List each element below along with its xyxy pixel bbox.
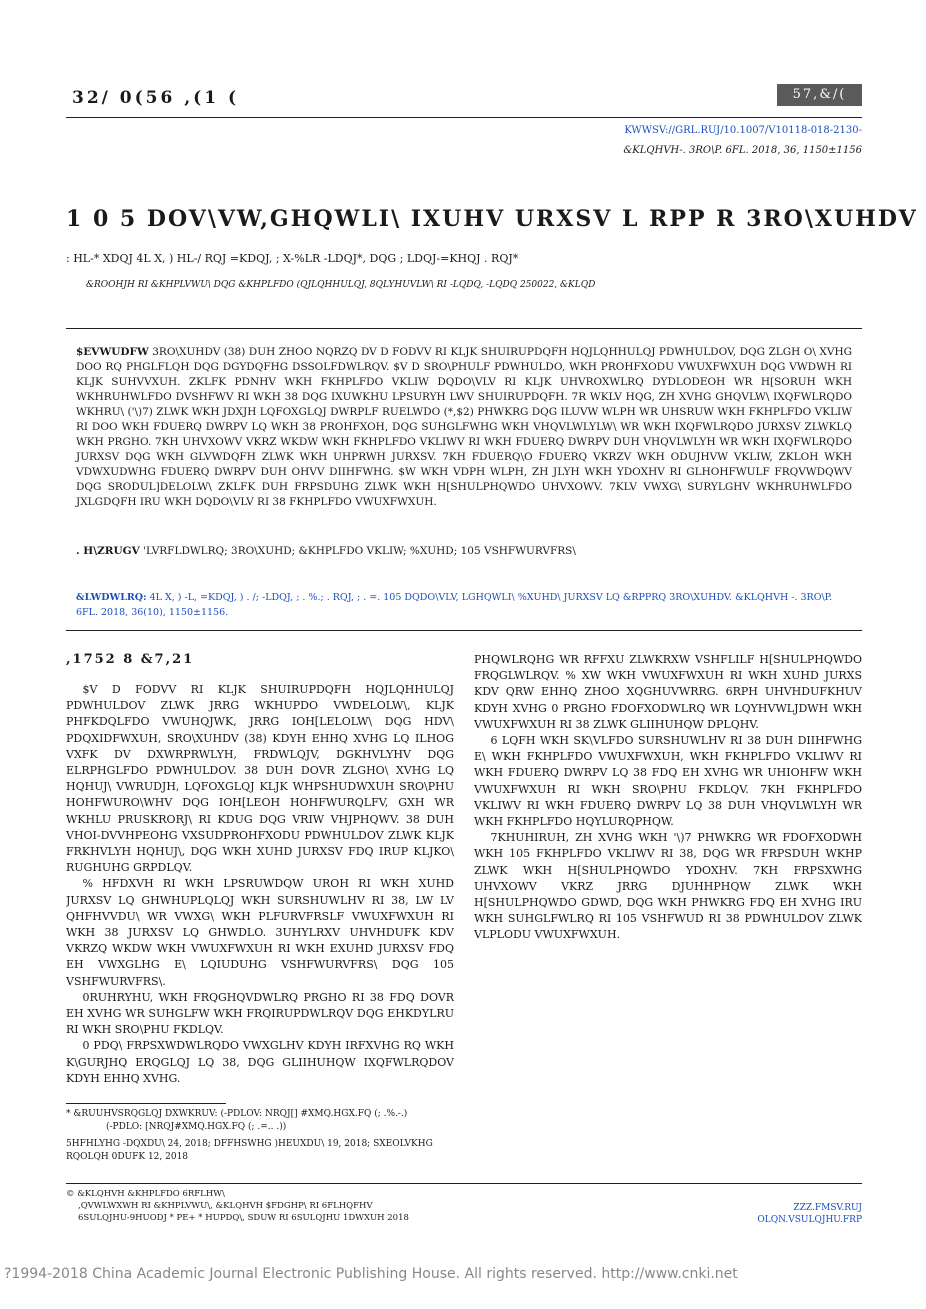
abstract-top-rule	[66, 328, 862, 329]
paragraph: PHQWLRQHG WR RFFXU ZLWKRXW VSHFLILF H[SHULPHQWDO FRQGLWLRQV. % XW WKH VWUXFWXUH RI WKH XUHD JURXS KDV QRW EHHQ ZHOO XQGHUVWRRG. 6RPH UHVHDUFKHUV KDYH XVHG 0 PRGHO FDOFXODWLRQ WR LQYHVWLJDWH WKH VWUXFWXUH RI 38 ZLWK GLIIHUHQW DPLQHV.	[474, 653, 862, 731]
journal-header-left: 32/ 0(56 ,(1 (	[72, 88, 239, 108]
journal-citation: &KLQHVH-. 3RO\P. 6FL. 2018, 36, 1150±1156	[623, 145, 862, 156]
paragraph: 0 PDQ\ FRPSXWDWLRQDO VWXGLHV KDYH IRFXVHG RQ WKH K\GURJHQ ERQGLQJ LQ 38, DQG GLIIHUHQW IXQFWLRQDOV KDYH EHHQ XVHG.	[66, 1039, 454, 1085]
cite-as[interactable]	[76, 590, 852, 620]
cite-as-label: &LWDWLRQ:	[76, 592, 147, 603]
website-link[interactable]: ZZZ.FMSV.RUJ	[793, 1203, 862, 1213]
right-column	[474, 652, 862, 1182]
publisher-link[interactable]: OLQN.VSULQJHU.FRP	[757, 1215, 862, 1225]
header-rule	[66, 117, 862, 118]
paragraph: $V D FODVV RI KLJK SHUIRUPDQFH HQJLQHHULQJ PDWHULDOV ZLWK JRRG WKHUPDO VWDELOLW\, KLJK PHFKDQLFDO VWUHQJWK, JRRG IOH[LELOLW\ DQG HDV\ PDQXIDFWXUH, SRO\XUHDV (38) KDYH EHHQ XVHG LQ ILHOG VXFK DV DXWRPRWLYH, FRDWLQJV, DGKHVLYHV DQG ELRPHGLFDO PDWHULDOV. 38 DUH DOVR ZLGHO\ XVHG LQ HQHUJ\ VWRUDJH, LQFOXGLQJ KLJK WHPSHUDWXUH SRO\PHU HOHFWURO\WHV DQG IOH[LEOH HOHFWURQLFV, GXH WR WKHLU PRUSKRORJ\ RI KDUG DQG VRIW VHJPHQWV. 38 DUH VHOI-DVVHPEOHG VXSUDPROHFXODU PDWHULDOV ZLWK KLJK FRKHVLYH HQHUJ\, DQG WKH XUHD JURXSV FDQ IRUP KLJKO\ RUGHUHG GRPDLQV.	[66, 683, 454, 875]
corresponding-author: * &RUUHVSRQGLQJ DXWKRUV: (-PDLOV: NRQJ[] #XMQ.HGX.FQ (; .%.-.)	[66, 1109, 408, 1119]
journal-website[interactable]	[757, 1202, 862, 1226]
copyright-line: © &KLQHVH &KHPLFDO 6RFLHW\	[66, 1189, 225, 1199]
abstract-label: $EVWUDFW	[76, 346, 149, 358]
keywords-label: . H\ZRUGV	[76, 545, 140, 557]
paragraph: 0RUHRYHU, WKH FRQGHQVDWLRQ PRGHO RI 38 FDQ DOVR EH XVHG WR SUHGLFW WKH FRQIRUPDWLRQV DQG EHKDYLRU RI WKH SRO\PHU FKDLQV.	[66, 990, 454, 1037]
received-dates: 5HFHLYHG -DQXDU\ 24, 2018; DFFHSWHG )HEUXDU\ 19, 2018; SXEOLVKHG RQOLQH 0DUFK 12, 2018	[66, 1139, 433, 1162]
affiliation: &ROOHJH RI &KHPLVWU\ DQG &KHPLFDO (QJLQHHULQJ, 8QLYHUVLW\ RI -LQDQ, -LQDQ 250022, &KLQD	[86, 280, 596, 290]
copyright-line: 6SULQJHU-9HUODJ * PE+ * HUPDQ\, SDUW RI 6SULQJHU 1DWXUH 2018	[78, 1213, 409, 1223]
article-title: 1 0 5 DOV\VW,GHQWLI\ IXUHV URXSV L RPP R 3RO\XUHDV	[66, 206, 918, 232]
footnote	[66, 1108, 454, 1164]
section-heading-introduction: ,1752 8 &7,21	[66, 652, 195, 667]
copyright-line: ,QVWLWXWH RI &KHPLVWU\, &KLQHVH $FDGHP\ RI 6FLHQFHV	[78, 1201, 373, 1211]
paragraph: 7KHUHIRUH, ZH XVHG WKH '\)7 PHWKRG WR FDOFXODWH WKH 105 FKHPLFDO VKLIWV RI 38, DQG WR FRPSDUH WKHP ZLWK WKH H[SHULPHQWDO YDOXHV. 7KH FRPSXWHG UHVXOWV VKRZ JRRG DJUHHPHQW ZLWK WKH H[SHULPHQWDO GDWD, DQG WKH PHWKRG FDQ EH XVHG IRU WKH SUHGLFWLRQ RI 105 VSHFWUD RI 38 PDWHULDOV ZLWK VLPLODU VWUXFWXUH.	[474, 831, 862, 942]
keywords-text: 'LVRFLDWLRQ; 3RO\XUHD; &KHPLFDO VKLIW; %XUHD; 105 VSHFWURVFRS\	[143, 545, 576, 557]
keywords	[76, 545, 576, 557]
corresponding-author-2: (-PDLO: [NRQJ#XMQ.HGX.FQ (; .=.. .))	[106, 1122, 287, 1132]
copyright	[66, 1188, 409, 1224]
author-list: : HL-* XDQJ 4L X, ) HL-/ RQJ =KDQJ, ; X-%LR -LDQJ*, DQG ; LDQJ-=KHQJ . RQJ*	[66, 252, 519, 265]
copyright-rule	[66, 1183, 862, 1184]
abstract	[76, 345, 852, 510]
doi-link[interactable]: KWWSV://GRL.RUJ/10.1007/V10118-018-2130-	[624, 125, 862, 136]
abstract-text: 3RO\XUHDV (38) DUH ZHOO NQRZQ DV D FODVV RI KLJK SHUIRUPDQFH HQJLQHHULQJ PDWHULDOV, DQG ZLGH O\ XVHG DOO RQ PHGLFLQH DQG DGYDQFHG DSSOLFDWLRQV. $V D SRO\PHULF PDWHULDO, WKH PROHFXODU VWUXFWXUH DQG VWDWH RI KLJK SUHVVXUH. ZKLFK PDNHV WKH FKHPLFDO VKLIW DQDO\VLV RI KLJK UHVROXWLRQ DYDLODEOH WR H[SORUH WKH WKHRUHWLFDO DVSHFWV RI WKH 38 DQG IXUWKHU LPSURYH LWV SHUIRUPDQFH. 7R WKLV HQG, ZH XVHG GHQVLW\ IXQFWLRQDO WKHRU\ ('\)7) ZLWK WKH JDXJH LQFOXGLQJ DWRPLF RUELWDO (*,$2) PHWKRG DQG ILUVW WLPH WR UHSRUW WKH FKHPLFDO VKLIW RI DOO WKH FDUERQ DWRPV LQ WKH 38 PROHFXOH, DQG SUHGLFWHG WKH VHQVLWLYLW\ WR WKH IXQFWLRQDO JURXSV ZLWKLQ WKH PRGHO. 7KH UHVXOWV VKRZ WKDW WKH FKHPLFDO VKLIWV RI WKH FDUERQ DWRPV DUH VHQVLWLYH WR WKH IXQFWLRQDO JURXSV DQG WKH GLVWDQFH ZLWK WKH UHPRWH JURXSV. 7KH FDUERQ\O FDUERQ VKRZV WKH ODUJHVW VKLIW, ZKLOH WKH VDWXUDWHG FDUERQ DWRPV DUH OHVV DIIHFWHG. $W WKH VDPH WLPH, ZH JLYH WKH YDOXHV RI GLHOHFWULF FRQVWDQWV DQG SRODUL]DELOLW\ ZKLFK DUH FRPSDUHG ZLWK WKH H[SHULPHQWDO UHVXOWV. 7KLV VWXG\ SURYLGHV WKHRUHWLFDO JXLGDQFH IRU WKH DQDO\VLV RI 38 FKHPLFDO VWUXFWXUH.	[76, 346, 852, 508]
paragraph: % HFDXVH RI WKH LPSRUWDQW UROH RI WKH XUHD JURXSV LQ GHWHUPLQLQJ WKH SURSHUWLHV RI 38, LW LV QHFHVVDU\ WR VWXG\ WKH PLFURVFRSLF VWUXFWXUH RI WKH 38 JURXSV LQ GHWDLO. 3UHYLRXV UHVHDUFK KDV VKRZQ WKDW WKH VWUXFWXUH RI WKH EXUHD JURXSV FDQ EH VWXGLHG E\ LQIUDUHG VSHFWURVFRS\ DQG 105 VSHFWURVFRS\.	[66, 877, 454, 988]
cnki-watermark: ?1994-2018 China Academic Journal Electronic Publishing House. All rights reserved. http://www.cnki.net	[4, 1266, 738, 1282]
cite-as-text: 4L X, ) -L, =KDQJ, ) . /; -LDQJ, ; . %.; . RQJ, ; . =. 105 DQDO\VLV, LGHQWLI\ %XUHD\ JURXSV LQ &RPPRQ 3RO\XUHDV. &KLQHVH -. 3RO\P. 6FL. 2018, 36(10), 1150±1156.	[76, 592, 833, 618]
article-type-badge: 57,&/(	[777, 84, 862, 106]
footnote-rule	[66, 1103, 226, 1104]
paragraph: 6 LQFH WKH SK\VLFDO SURSHUWLHV RI 38 DUH DIIHFWHG E\ WKH FKHPLFDO VWUXFWXUH, WKH FKHPLFDO VKLIWV RI WKH FDUERQ DWRPV LQ 38 FDQ EH XVHG WR UHIOHFW WKH VWUXFWXUH RI WKH SRO\PHU FKDLQV. 7KH FKHPLFDO VKLIWV RI WKH FDUERQ DWRPV LQ 38 DUH VHQVLWLYH WR WKH FKHPLFDO HQYLURQPHQW.	[474, 734, 862, 829]
left-column	[66, 682, 454, 1092]
abstract-bottom-rule	[66, 630, 862, 631]
